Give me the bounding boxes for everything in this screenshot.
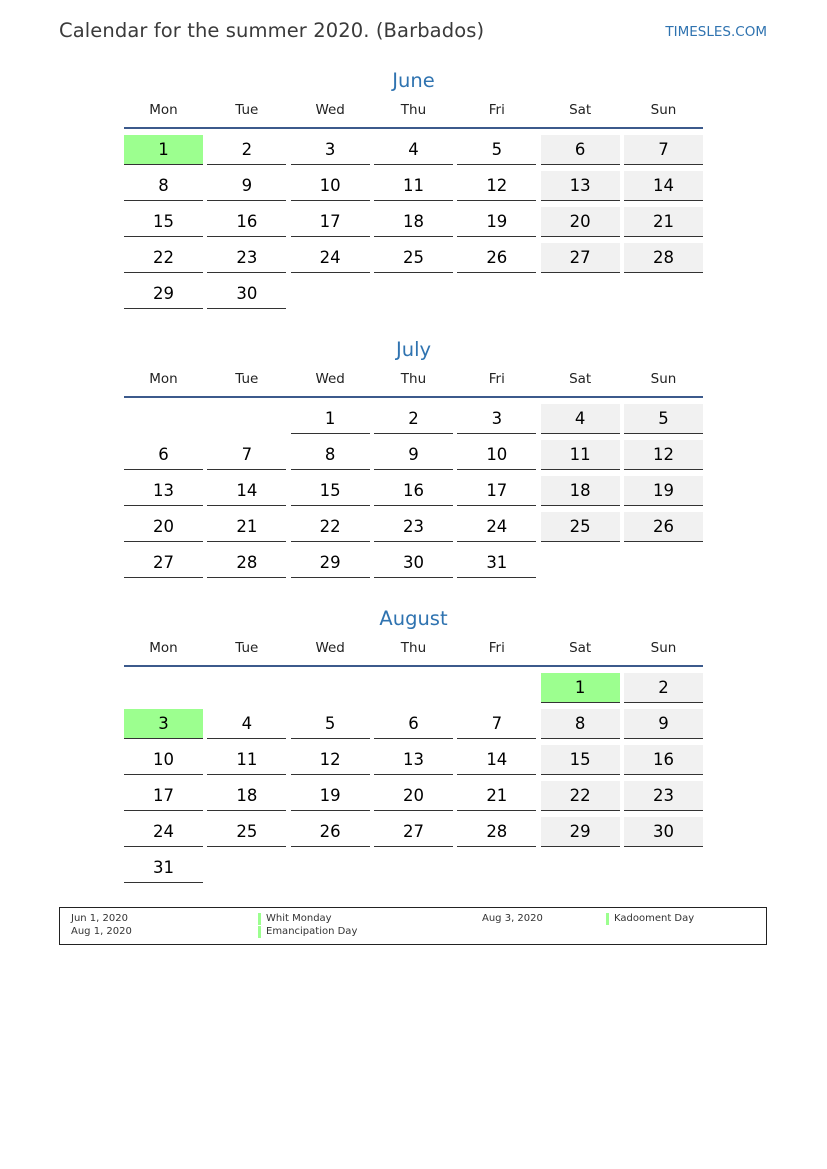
- legend-marker-3: [258, 926, 261, 938]
- empty-cell: [624, 548, 703, 577]
- day-cell[interactable]: 15: [124, 207, 203, 237]
- weekday-label: Thu: [400, 102, 427, 118]
- day-cell[interactable]: 20: [374, 781, 453, 811]
- week-row: [124, 745, 703, 775]
- day-cell[interactable]: 25: [374, 243, 453, 273]
- week-row: [124, 476, 703, 506]
- day-cell[interactable]: 5: [457, 135, 536, 165]
- legend-holiday-1: Whit Monday: [266, 913, 332, 924]
- day-cell[interactable]: 19: [291, 781, 370, 811]
- day-cell[interactable]: 9: [374, 440, 453, 470]
- legend-date-3: Aug 1, 2020: [71, 926, 132, 937]
- day-cell[interactable]: 15: [541, 745, 620, 775]
- day-cell[interactable]: 5: [291, 709, 370, 739]
- weekday-label: Tue: [235, 102, 259, 118]
- empty-cell: [624, 279, 703, 308]
- day-cell[interactable]: 27: [374, 817, 453, 847]
- day-cell[interactable]: 21: [624, 207, 703, 237]
- day-cell[interactable]: 4: [374, 135, 453, 165]
- day-cell[interactable]: 14: [207, 476, 286, 506]
- day-cell[interactable]: 11: [207, 745, 286, 775]
- day-cell[interactable]: 29: [124, 279, 203, 309]
- day-cell[interactable]: 17: [124, 781, 203, 811]
- day-cell[interactable]: 19: [457, 207, 536, 237]
- day-cell[interactable]: 30: [624, 817, 703, 847]
- weekday-header: [124, 101, 703, 119]
- day-cell[interactable]: 5: [624, 404, 703, 434]
- day-cell[interactable]: 11: [541, 440, 620, 470]
- header-rule: [124, 396, 703, 398]
- day-cell[interactable]: 28: [207, 548, 286, 578]
- day-cell[interactable]: 26: [457, 243, 536, 273]
- day-cell[interactable]: 22: [124, 243, 203, 273]
- day-cell[interactable]: 29: [291, 548, 370, 578]
- weekday-label: Wed: [315, 371, 345, 387]
- day-cell[interactable]: 18: [374, 207, 453, 237]
- day-cell[interactable]: 17: [291, 207, 370, 237]
- day-cell[interactable]: 16: [207, 207, 286, 237]
- day-cell[interactable]: 17: [457, 476, 536, 506]
- day-cell[interactable]: 2: [207, 135, 286, 165]
- site-link[interactable]: TIMESLES.COM: [665, 24, 767, 40]
- week-row: [124, 243, 703, 273]
- holiday-day-cell[interactable]: 3: [124, 709, 203, 739]
- week-row: [124, 781, 703, 811]
- month-june: [124, 66, 703, 309]
- week-row: [124, 817, 703, 847]
- day-cell[interactable]: 22: [291, 512, 370, 542]
- week-row: [124, 709, 703, 739]
- holiday-legend: [59, 907, 767, 945]
- legend-date-1: Jun 1, 2020: [71, 913, 128, 924]
- day-cell[interactable]: 7: [624, 135, 703, 165]
- day-cell[interactable]: 7: [457, 709, 536, 739]
- day-cell[interactable]: 12: [291, 745, 370, 775]
- week-row: [124, 171, 703, 201]
- day-cell[interactable]: 20: [124, 512, 203, 542]
- day-cell[interactable]: 19: [624, 476, 703, 506]
- empty-cell: [541, 853, 620, 882]
- month-july: [124, 335, 703, 578]
- week-row: [124, 853, 703, 883]
- day-cell[interactable]: 24: [457, 512, 536, 542]
- day-cell[interactable]: 23: [374, 512, 453, 542]
- day-cell[interactable]: 18: [541, 476, 620, 506]
- weekday-label: Fri: [488, 640, 505, 656]
- day-cell[interactable]: 13: [374, 745, 453, 775]
- day-cell[interactable]: 8: [541, 709, 620, 739]
- legend-holiday-2: Kadooment Day: [614, 913, 695, 924]
- empty-cell: [374, 673, 453, 702]
- day-cell[interactable]: 10: [124, 745, 203, 775]
- empty-cell: [124, 404, 203, 433]
- week-row: [124, 279, 703, 309]
- empty-cell: [207, 853, 286, 882]
- day-cell[interactable]: 16: [374, 476, 453, 506]
- day-cell[interactable]: 4: [207, 709, 286, 739]
- empty-cell: [124, 673, 203, 702]
- week-row: [124, 673, 703, 703]
- legend-date-2: Aug 3, 2020: [482, 913, 543, 924]
- month-title: July: [395, 338, 432, 361]
- weekday-label: Sat: [569, 371, 592, 387]
- empty-cell: [624, 853, 703, 882]
- weekday-label: Fri: [488, 102, 505, 118]
- weekday-label: Fri: [488, 371, 505, 387]
- day-cell[interactable]: 28: [624, 243, 703, 273]
- weekday-label: Tue: [235, 371, 259, 387]
- day-cell[interactable]: 22: [541, 781, 620, 811]
- day-cell[interactable]: 29: [541, 817, 620, 847]
- day-cell[interactable]: 30: [374, 548, 453, 578]
- empty-cell: [291, 853, 370, 882]
- day-cell[interactable]: 21: [207, 512, 286, 542]
- header-rule: [124, 127, 703, 129]
- header-rule: [124, 665, 703, 667]
- legend-marker-2: [606, 913, 609, 925]
- day-cell[interactable]: 20: [541, 207, 620, 237]
- empty-cell: [541, 279, 620, 308]
- weekday-label: Sun: [650, 102, 677, 118]
- day-cell[interactable]: 18: [207, 781, 286, 811]
- weekday-label: Thu: [400, 640, 427, 656]
- empty-cell: [457, 279, 536, 308]
- weekday-label: Mon: [149, 102, 178, 118]
- day-cell[interactable]: 4: [541, 404, 620, 434]
- week-row: [124, 207, 703, 237]
- day-cell[interactable]: 6: [541, 135, 620, 165]
- day-cell[interactable]: 7: [207, 440, 286, 470]
- legend-marker-1: [258, 913, 261, 925]
- day-cell[interactable]: 26: [291, 817, 370, 847]
- day-cell[interactable]: 3: [291, 135, 370, 165]
- week-row: [124, 440, 703, 470]
- weekday-label: Wed: [315, 640, 345, 656]
- empty-cell: [541, 548, 620, 577]
- day-cell[interactable]: 14: [457, 745, 536, 775]
- day-cell[interactable]: 25: [207, 817, 286, 847]
- legend-holiday-3: Emancipation Day: [266, 926, 358, 937]
- empty-cell: [291, 673, 370, 702]
- weekday-label: Sun: [650, 371, 677, 387]
- day-cell[interactable]: 26: [624, 512, 703, 542]
- day-cell[interactable]: 9: [207, 171, 286, 201]
- day-cell[interactable]: 28: [457, 817, 536, 847]
- day-cell[interactable]: 21: [457, 781, 536, 811]
- week-row: [124, 404, 703, 434]
- day-cell[interactable]: 8: [124, 171, 203, 201]
- day-cell[interactable]: 3: [457, 404, 536, 434]
- weekday-label: Sat: [569, 102, 592, 118]
- day-cell[interactable]: 10: [457, 440, 536, 470]
- day-cell[interactable]: 24: [291, 243, 370, 273]
- empty-cell: [374, 279, 453, 308]
- page-title: Calendar for the summer 2020. (Barbados): [59, 19, 485, 42]
- weekday-label: Thu: [400, 371, 427, 387]
- week-row: [124, 135, 703, 165]
- day-cell[interactable]: 1: [291, 404, 370, 434]
- day-cell[interactable]: 2: [374, 404, 453, 434]
- day-cell[interactable]: 27: [541, 243, 620, 273]
- weekday-header: [124, 370, 703, 388]
- day-cell[interactable]: 10: [291, 171, 370, 201]
- day-cell[interactable]: 6: [124, 440, 203, 470]
- holiday-day-cell[interactable]: 1: [541, 673, 620, 703]
- empty-cell: [207, 673, 286, 702]
- weekday-label: Sat: [569, 640, 592, 656]
- weekday-label: Mon: [149, 640, 178, 656]
- day-cell[interactable]: 12: [457, 171, 536, 201]
- day-cell[interactable]: 8: [291, 440, 370, 470]
- day-cell[interactable]: 23: [624, 781, 703, 811]
- week-row: [124, 548, 703, 578]
- weekday-label: Tue: [235, 640, 259, 656]
- empty-cell: [207, 404, 286, 433]
- weekday-label: Mon: [149, 371, 178, 387]
- day-cell[interactable]: 31: [457, 548, 536, 578]
- day-cell[interactable]: 14: [624, 171, 703, 201]
- day-cell[interactable]: 13: [124, 476, 203, 506]
- month-title: August: [379, 607, 448, 630]
- month-title: June: [392, 69, 435, 92]
- weekday-label: Sun: [650, 640, 677, 656]
- week-row: [124, 512, 703, 542]
- day-cell[interactable]: 2: [624, 673, 703, 703]
- day-cell[interactable]: 25: [541, 512, 620, 542]
- day-cell[interactable]: 27: [124, 548, 203, 578]
- day-cell[interactable]: 11: [374, 171, 453, 201]
- day-cell[interactable]: 23: [207, 243, 286, 273]
- day-cell[interactable]: 16: [624, 745, 703, 775]
- day-cell[interactable]: 31: [124, 853, 203, 883]
- day-cell[interactable]: 9: [624, 709, 703, 739]
- empty-cell: [457, 853, 536, 882]
- weekday-label: Wed: [315, 102, 345, 118]
- month-august: [124, 604, 703, 883]
- day-cell[interactable]: 24: [124, 817, 203, 847]
- day-cell[interactable]: 6: [374, 709, 453, 739]
- empty-cell: [291, 279, 370, 308]
- empty-cell: [374, 853, 453, 882]
- day-cell[interactable]: 30: [207, 279, 286, 309]
- holiday-day-cell[interactable]: 1: [124, 135, 203, 165]
- day-cell[interactable]: 15: [291, 476, 370, 506]
- weekday-header: [124, 639, 703, 657]
- empty-cell: [457, 673, 536, 702]
- day-cell[interactable]: 12: [624, 440, 703, 470]
- day-cell[interactable]: 13: [541, 171, 620, 201]
